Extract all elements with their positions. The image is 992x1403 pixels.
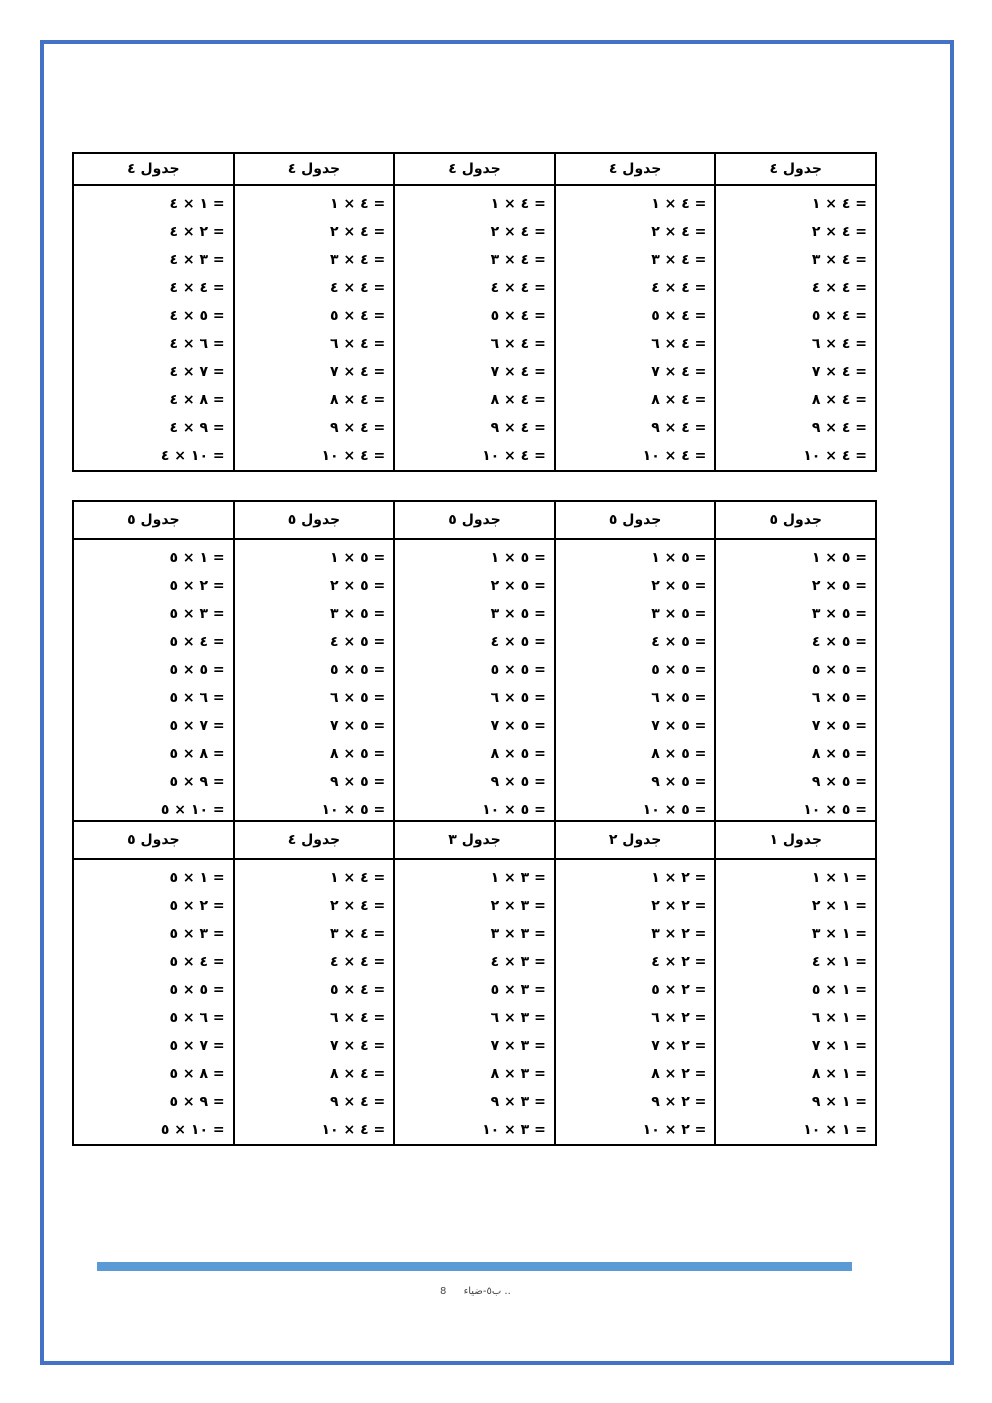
multiplication-row: ٣ × ٨ = bbox=[490, 1066, 546, 1082]
multiplication-row: ٥ × ٦ = bbox=[651, 690, 707, 706]
multiplication-row: ١ × ٥ = bbox=[169, 870, 225, 886]
multiplication-row: ٥ × ٥ = bbox=[651, 662, 707, 678]
multiplication-row: ٤ × ١٠ = bbox=[642, 448, 707, 464]
multiplication-row: ٤ × ٤ = bbox=[169, 280, 225, 296]
table-header-cell: جدول ٤ bbox=[233, 822, 394, 858]
multiplication-row: ٤ × ٥ = bbox=[811, 308, 867, 324]
table-column bbox=[714, 186, 875, 470]
table-header-row bbox=[74, 502, 875, 540]
table-header-cell: جدول ٥ bbox=[127, 832, 180, 848]
multiplication-row: ٥ × ٣ = bbox=[490, 606, 546, 622]
multiplication-row: ٥ × ٨ = bbox=[330, 746, 386, 762]
table-column bbox=[233, 860, 394, 1144]
table-body bbox=[74, 186, 875, 470]
multiplication-row: ٥ × ٦ = bbox=[330, 690, 386, 706]
multiplication-row: ٥ × ٧ = bbox=[651, 718, 707, 734]
multiplication-row: ٤ × ٥ = bbox=[490, 308, 546, 324]
multiplication-row: ٧ × ٤ = bbox=[169, 364, 225, 380]
multiplication-row: ١ × ١٠ = bbox=[803, 1122, 867, 1138]
multiplication-row: ٧ × ٥ = bbox=[169, 718, 225, 734]
multiplication-row: ٣ × ٤ = bbox=[169, 252, 225, 268]
multiplication-row: ٤ × ٣ = bbox=[811, 252, 867, 268]
multiplication-row: ٤ × ٤ = bbox=[490, 280, 546, 296]
multiplication-row: ٢ × ٥ = bbox=[169, 898, 225, 914]
multiplication-row: ٦ × ٤ = bbox=[169, 336, 225, 352]
multiplication-row: ٤ × ١ = bbox=[490, 196, 546, 212]
table-column bbox=[74, 540, 233, 824]
page-number: 8 bbox=[440, 1286, 447, 1297]
multiplication-row: ٦ × ٥ = bbox=[169, 1010, 225, 1026]
multiplication-row: ٤ × ٨ = bbox=[811, 392, 867, 408]
multiplication-row: ٢ × ١ = bbox=[651, 870, 707, 886]
table-header-cell: جدول ٤ bbox=[714, 154, 875, 184]
multiplication-row: ٤ × ٣ = bbox=[330, 252, 386, 268]
table-header-cell: جدول ٤ bbox=[127, 161, 180, 177]
multiplication-row: ٥ × ١ = bbox=[330, 550, 386, 566]
multiplication-row: ٤ × ٩ = bbox=[651, 420, 707, 436]
multiplication-row: ٢ × ٨ = bbox=[651, 1066, 707, 1082]
multiplication-row: ٥ × ٢ = bbox=[330, 578, 386, 594]
multiplication-row: ٥ × ٩ = bbox=[651, 774, 707, 790]
multiplication-row: ٩ × ٥ = bbox=[169, 1094, 225, 1110]
multiplication-row: ٤ × ٢ = bbox=[330, 224, 386, 240]
table-column bbox=[233, 540, 394, 824]
multiplication-row: ١ × ٩ = bbox=[811, 1094, 867, 1110]
multiplication-row: ٤ × ٧ = bbox=[490, 364, 546, 380]
multiplication-row: ٥ × ٣ = bbox=[651, 606, 707, 622]
table-header-cell: جدول ١ bbox=[714, 822, 875, 858]
multiplication-row: ٥ × ٥ = bbox=[490, 662, 546, 678]
multiplication-row: ٥ × ٨ = bbox=[811, 746, 867, 762]
multiplication-row: ٤ × ٣ = bbox=[330, 926, 386, 942]
table-header-cell: جدول ٤ bbox=[233, 154, 394, 184]
multiplication-row: ٤ × ٦ = bbox=[651, 336, 707, 352]
multiplication-row: ٥ × ٩ = bbox=[811, 774, 867, 790]
footer-bar bbox=[97, 1262, 852, 1271]
multiplication-row: ٥ × ٨ = bbox=[651, 746, 707, 762]
multiplication-row: ٥ × ٣ = bbox=[330, 606, 386, 622]
table-header-cell: جدول ٤ bbox=[554, 154, 715, 184]
multiplication-row: ٥ × ٧ = bbox=[490, 718, 546, 734]
table-header-row bbox=[74, 154, 875, 186]
multiplication-row: ٢ × ٣ = bbox=[651, 926, 707, 942]
multiplication-row: ٤ × ٩ = bbox=[811, 420, 867, 436]
table-body bbox=[74, 860, 875, 1144]
multiplication-row: ٢ × ٢ = bbox=[651, 898, 707, 914]
multiplication-row: ٤ × ١ = bbox=[330, 196, 386, 212]
multiplication-row: ٥ × ٥ = bbox=[169, 982, 225, 998]
table-column bbox=[393, 186, 554, 470]
multiplication-row: ١٠ × ٥ = bbox=[160, 802, 225, 818]
multiplication-row: ٣ × ٥ = bbox=[169, 926, 225, 942]
multiplication-row: ١ × ٢ = bbox=[811, 898, 867, 914]
multiplication-row: ٤ × ٢ = bbox=[490, 224, 546, 240]
multiplication-row: ١ × ٦ = bbox=[811, 1010, 867, 1026]
multiplication-row: ٤ × ٥ = bbox=[330, 308, 386, 324]
multiplication-row: ٢ × ٦ = bbox=[651, 1010, 707, 1026]
multiplication-row: ٤ × ٨ = bbox=[330, 392, 386, 408]
multiplication-row: ١ × ٤ = bbox=[811, 954, 867, 970]
multiplication-row: ٤ × ٩ = bbox=[330, 420, 386, 436]
multiplication-row: ٨ × ٥ = bbox=[169, 746, 225, 762]
multiplication-row: ٤ × ١٠ = bbox=[803, 448, 867, 464]
multiplication-row: ٥ × ٥ = bbox=[811, 662, 867, 678]
multiplication-row: ٥ × ١ = bbox=[651, 550, 707, 566]
multiplication-row: ٤ × ٢ = bbox=[330, 898, 386, 914]
table-header-cell: جدول ٤ bbox=[393, 154, 554, 184]
table-column bbox=[714, 540, 875, 824]
multiplication-row: ٥ × ٤ = bbox=[811, 634, 867, 650]
table-header-cell: جدول ٢ bbox=[554, 822, 715, 858]
multiplication-row: ٥ × ٤ = bbox=[330, 634, 386, 650]
times-table-block-4 bbox=[72, 152, 877, 472]
multiplication-row: ٤ × ٣ = bbox=[651, 252, 707, 268]
multiplication-row: ١٠ × ٤ = bbox=[160, 448, 225, 464]
multiplication-row: ٤ × ٩ = bbox=[490, 420, 546, 436]
multiplication-row: ٤ × ٧ = bbox=[651, 364, 707, 380]
multiplication-row: ٥ × ٢ = bbox=[811, 578, 867, 594]
multiplication-row: ٤ × ٥ = bbox=[169, 634, 225, 650]
multiplication-row: ٢ × ٤ = bbox=[651, 954, 707, 970]
multiplication-row: ٤ × ١ = bbox=[651, 196, 707, 212]
multiplication-row: ٤ × ٧ = bbox=[330, 364, 386, 380]
multiplication-row: ٣ × ٩ = bbox=[490, 1094, 546, 1110]
multiplication-row: ١ × ٥ = bbox=[811, 982, 867, 998]
multiplication-row: ٤ × ٥ = bbox=[330, 982, 386, 998]
multiplication-row: ٥ × ٦ = bbox=[490, 690, 546, 706]
multiplication-row: ١ × ٤ = bbox=[169, 196, 225, 212]
table-body bbox=[74, 540, 875, 824]
table-column bbox=[74, 860, 233, 1144]
multiplication-row: ٦ × ٥ = bbox=[169, 690, 225, 706]
table-column bbox=[554, 186, 715, 470]
multiplication-row: ٢ × ١٠ = bbox=[642, 1122, 707, 1138]
multiplication-row: ٤ × ٢ = bbox=[811, 224, 867, 240]
table-header-cell: جدول ٥ bbox=[393, 502, 554, 538]
multiplication-row: ٣ × ١٠ = bbox=[482, 1122, 546, 1138]
multiplication-row: ٢ × ٥ = bbox=[169, 578, 225, 594]
multiplication-row: ٥ × ٢ = bbox=[651, 578, 707, 594]
multiplication-row: ٣ × ٣ = bbox=[490, 926, 546, 942]
multiplication-row: ٣ × ٥ = bbox=[490, 982, 546, 998]
multiplication-row: ٧ × ٥ = bbox=[169, 1038, 225, 1054]
multiplication-row: ٥ × ٣ = bbox=[811, 606, 867, 622]
table-header-cell: جدول ٥ bbox=[714, 502, 875, 538]
multiplication-row: ٣ × ٤ = bbox=[490, 954, 546, 970]
multiplication-row: ٤ × ٧ = bbox=[811, 364, 867, 380]
multiplication-row: ٩ × ٤ = bbox=[169, 420, 225, 436]
multiplication-row: ٨ × ٥ = bbox=[169, 1066, 225, 1082]
multiplication-row: ٤ × ٩ = bbox=[330, 1094, 386, 1110]
multiplication-row: ٣ × ١ = bbox=[490, 870, 546, 886]
multiplication-row: ٢ × ٤ = bbox=[169, 224, 225, 240]
multiplication-row: ٤ × ٦ = bbox=[811, 336, 867, 352]
multiplication-row: ٥ × ١ = bbox=[811, 550, 867, 566]
multiplication-row: ٥ × ٦ = bbox=[811, 690, 867, 706]
multiplication-row: ٣ × ٧ = bbox=[490, 1038, 546, 1054]
multiplication-row: ٥ × ٥ = bbox=[330, 662, 386, 678]
table-header-cell: جدول ٥ bbox=[233, 502, 394, 538]
multiplication-row: ١٠ × ٥ = bbox=[160, 1122, 225, 1138]
multiplication-row: ٥ × ٩ = bbox=[330, 774, 386, 790]
multiplication-row: ٤ × ٧ = bbox=[330, 1038, 386, 1054]
multiplication-row: ٥ × ٢ = bbox=[490, 578, 546, 594]
multiplication-row: ٨ × ٤ = bbox=[169, 392, 225, 408]
multiplication-row: ٥ × ١٠ = bbox=[642, 802, 707, 818]
multiplication-row: ٥ × ٥ = bbox=[169, 662, 225, 678]
multiplication-row: ٤ × ١٠ = bbox=[482, 448, 546, 464]
multiplication-row: ٤ × ١٠ = bbox=[321, 1122, 386, 1138]
times-table-block-5 bbox=[72, 500, 877, 826]
multiplication-row: ٥ × ١ = bbox=[490, 550, 546, 566]
multiplication-row: ٤ × ٤ = bbox=[330, 954, 386, 970]
multiplication-row: ٤ × ١٠ = bbox=[321, 448, 386, 464]
multiplication-row: ٤ × ٨ = bbox=[490, 392, 546, 408]
times-table-block-1-to-5 bbox=[72, 820, 877, 1146]
footer-text: ب٥-ضياء .. bbox=[463, 1286, 511, 1297]
table-column bbox=[393, 540, 554, 824]
multiplication-row: ٥ × ٧ = bbox=[330, 718, 386, 734]
table-header-row bbox=[74, 822, 875, 860]
multiplication-row: ٥ × ٤ = bbox=[490, 634, 546, 650]
multiplication-row: ٤ × ٢ = bbox=[651, 224, 707, 240]
multiplication-row: ٤ × ٤ = bbox=[651, 280, 707, 296]
table-column bbox=[554, 860, 715, 1144]
multiplication-row: ٢ × ٧ = bbox=[651, 1038, 707, 1054]
multiplication-row: ٥ × ٨ = bbox=[490, 746, 546, 762]
multiplication-row: ١ × ٣ = bbox=[811, 926, 867, 942]
multiplication-row: ١ × ٥ = bbox=[169, 550, 225, 566]
table-header-cell: جدول ٥ bbox=[554, 502, 715, 538]
multiplication-row: ٥ × ١٠ = bbox=[482, 802, 546, 818]
table-column bbox=[393, 860, 554, 1144]
table-column bbox=[554, 540, 715, 824]
multiplication-row: ١ × ٧ = bbox=[811, 1038, 867, 1054]
table-header-cell: جدول ٥ bbox=[127, 512, 180, 528]
multiplication-row: ٥ × ١٠ = bbox=[803, 802, 867, 818]
multiplication-row: ٤ × ٦ = bbox=[330, 336, 386, 352]
page-footer bbox=[440, 1286, 511, 1297]
multiplication-row: ٥ × ٧ = bbox=[811, 718, 867, 734]
multiplication-row: ٤ × ٨ = bbox=[651, 392, 707, 408]
multiplication-row: ٥ × ١٠ = bbox=[321, 802, 386, 818]
multiplication-row: ٩ × ٥ = bbox=[169, 774, 225, 790]
multiplication-row: ٤ × ٥ = bbox=[651, 308, 707, 324]
multiplication-row: ٣ × ٢ = bbox=[490, 898, 546, 914]
multiplication-row: ١ × ١ = bbox=[811, 870, 867, 886]
multiplication-row: ٤ × ١ = bbox=[330, 870, 386, 886]
multiplication-row: ٣ × ٦ = bbox=[490, 1010, 546, 1026]
table-column bbox=[714, 860, 875, 1144]
table-column bbox=[233, 186, 394, 470]
multiplication-row: ٤ × ٣ = bbox=[490, 252, 546, 268]
multiplication-row: ٤ × ١ = bbox=[811, 196, 867, 212]
multiplication-row: ٤ × ٦ = bbox=[330, 1010, 386, 1026]
multiplication-row: ٤ × ٥ = bbox=[169, 954, 225, 970]
multiplication-row: ٤ × ٦ = bbox=[490, 336, 546, 352]
table-header-cell: جدول ٣ bbox=[393, 822, 554, 858]
multiplication-row: ٣ × ٥ = bbox=[169, 606, 225, 622]
multiplication-row: ٥ × ٤ = bbox=[169, 308, 225, 324]
multiplication-row: ٥ × ٤ = bbox=[651, 634, 707, 650]
multiplication-row: ٥ × ٩ = bbox=[490, 774, 546, 790]
multiplication-row: ١ × ٨ = bbox=[811, 1066, 867, 1082]
multiplication-row: ٤ × ٨ = bbox=[330, 1066, 386, 1082]
multiplication-row: ٤ × ٤ = bbox=[330, 280, 386, 296]
multiplication-row: ٤ × ٤ = bbox=[811, 280, 867, 296]
table-column bbox=[74, 186, 233, 470]
multiplication-row: ٢ × ٥ = bbox=[651, 982, 707, 998]
multiplication-row: ٢ × ٩ = bbox=[651, 1094, 707, 1110]
